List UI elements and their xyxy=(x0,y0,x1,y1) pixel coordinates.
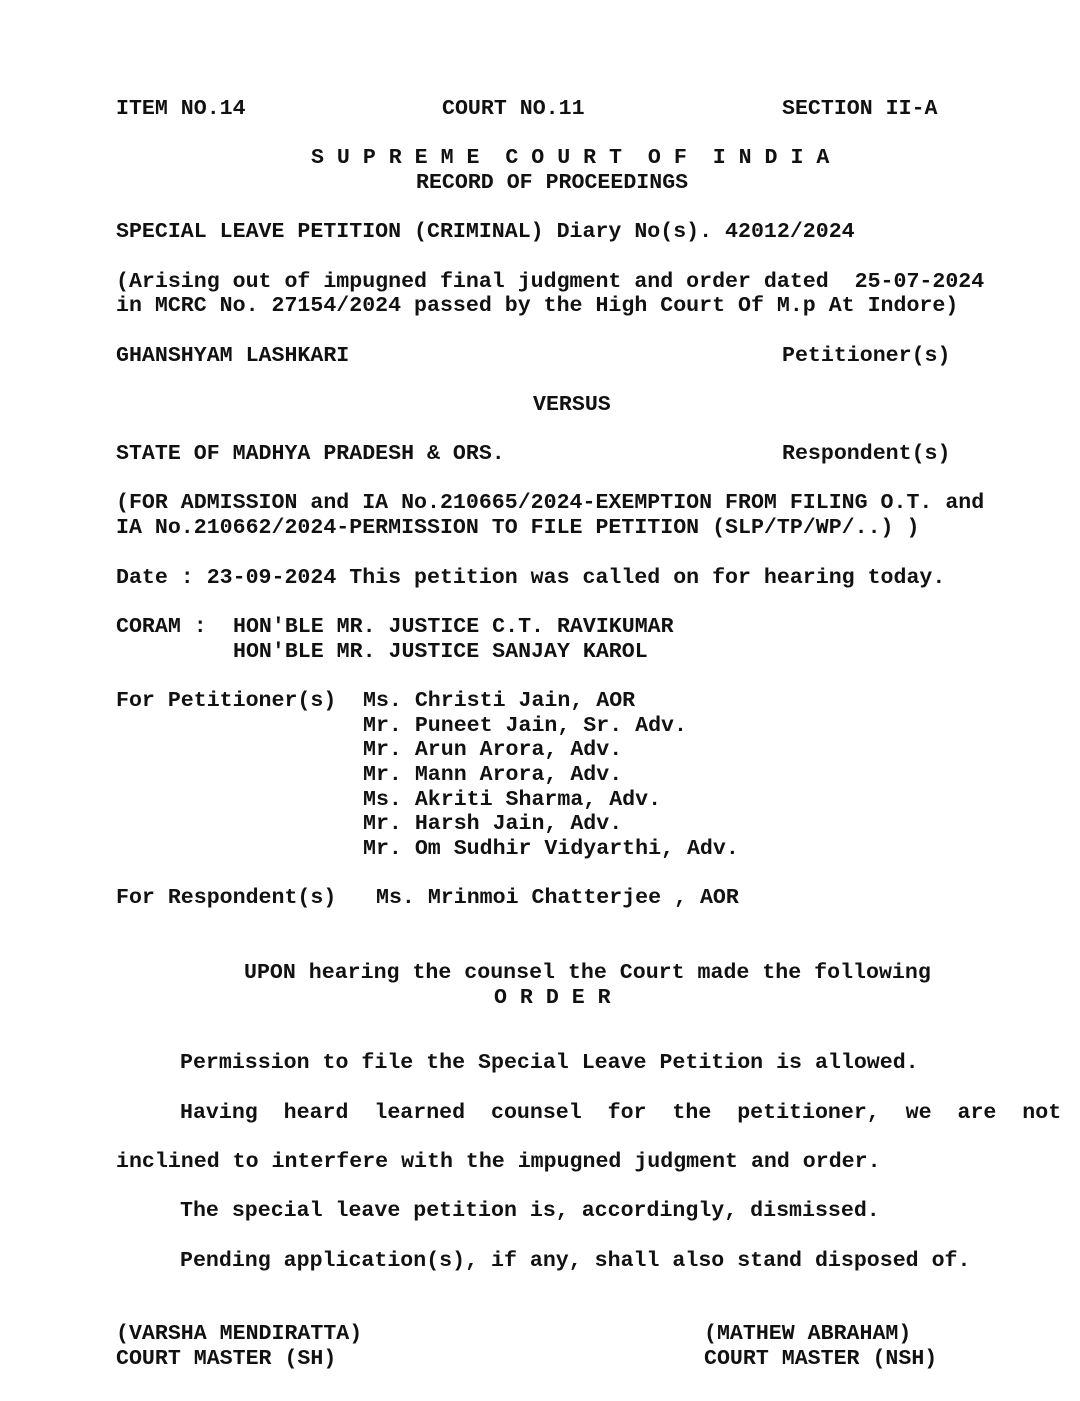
respondent-label: Respondent(s) xyxy=(782,442,951,466)
petitioner-counsel-item: Mr. Arun Arora, Adv. xyxy=(363,738,623,762)
hearing-date-line: Date : 23-09-2024 This petition was called on for hearing today. xyxy=(116,566,946,590)
case-title: SPECIAL LEAVE PETITION (CRIMINAL) Diary No(s). 42012/2024 xyxy=(116,220,855,244)
petitioner-name: GHANSHYAM LASHKARI xyxy=(116,344,350,368)
signatory-left-title: COURT MASTER (SH) xyxy=(116,1347,337,1371)
petitioner-counsel-item: Mr. Om Sudhir Vidyarthi, Adv. xyxy=(363,837,739,861)
petitioner-counsel-item: Mr. Mann Arora, Adv. xyxy=(363,763,623,787)
item-number: ITEM NO.14 xyxy=(116,97,246,121)
section-label: SECTION II-A xyxy=(782,97,938,121)
order-heading: O R D E R xyxy=(494,986,611,1010)
respondent-name: STATE OF MADHYA PRADESH & ORS. xyxy=(116,442,505,466)
ia-line-2: IA No.210662/2024-PERMISSION TO FILE PETITION (SLP/TP/WP/..) ) xyxy=(116,516,920,540)
arising-out-line-1: (Arising out of impugned final judgment and order dated 25-07-2024 xyxy=(116,270,985,294)
court-name: S U P R E M E C O U R T O F I N D I A xyxy=(311,146,830,170)
coram-label: CORAM : xyxy=(116,615,207,639)
petitioner-counsel-item: Ms. Akriti Sharma, Adv. xyxy=(363,788,662,812)
signatory-right-title: COURT MASTER (NSH) xyxy=(704,1347,938,1371)
order-intro: UPON hearing the counsel the Court made the following xyxy=(244,961,931,985)
order-paragraph-4: Pending application(s), if any, shall also stand disposed of. xyxy=(180,1249,971,1273)
petitioner-counsel-item: Ms. Christi Jain, AOR xyxy=(363,689,636,713)
signatory-left-name: (VARSHA MENDIRATTA) xyxy=(116,1322,363,1346)
coram-judge-2: HON'BLE MR. JUSTICE SANJAY KAROL xyxy=(233,640,648,664)
petitioner-counsel-item: Mr. Puneet Jain, Sr. Adv. xyxy=(363,714,687,738)
coram-judge-1: HON'BLE MR. JUSTICE C.T. RAVIKUMAR xyxy=(233,615,674,639)
order-paragraph-3: The special leave petition is, accordingly, dismissed. xyxy=(180,1199,880,1223)
versus-label: VERSUS xyxy=(533,393,611,417)
arising-out-line-2: in MCRC No. 27154/2024 passed by the High Court Of M.p At Indore) xyxy=(116,294,959,318)
respondent-counsel-label: For Respondent(s) xyxy=(116,886,337,910)
ia-line-1: (FOR ADMISSION and IA No.210665/2024-EXEMPTION FROM FILING O.T. and xyxy=(116,491,985,515)
respondent-counsel-item: Ms. Mrinmoi Chatterjee , AOR xyxy=(376,886,739,910)
petitioner-label: Petitioner(s) xyxy=(782,344,951,368)
order-paragraph-2-line-2: inclined to interfere with the impugned judgment and order. xyxy=(116,1150,881,1174)
order-paragraph-1: Permission to file the Special Leave Petition is allowed. xyxy=(180,1051,919,1075)
order-paragraph-2-line-1: Having heard learned counsel for the petitioner, we are not xyxy=(180,1101,1062,1125)
petitioner-counsel-label: For Petitioner(s) xyxy=(116,689,337,713)
petitioner-counsel-item: Mr. Harsh Jain, Adv. xyxy=(363,812,623,836)
court-number: COURT NO.11 xyxy=(442,97,585,121)
signatory-right-name: (MATHEW ABRAHAM) xyxy=(704,1322,912,1346)
record-of-proceedings: RECORD OF PROCEEDINGS xyxy=(416,171,689,195)
